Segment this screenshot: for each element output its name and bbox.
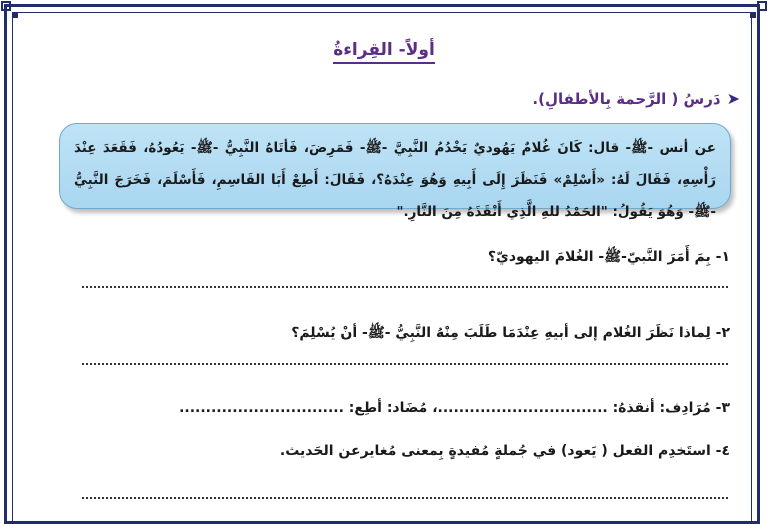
hadith-text-box	[59, 123, 731, 220]
answer-line-4[interactable]	[82, 497, 728, 499]
lesson-heading	[532, 89, 740, 108]
answer-line-1[interactable]	[82, 286, 728, 288]
question-4: ٤- استَخدِم الفعل ( يَعود) في جُملةٍ مُفيدةٍ بِمعنى مُغايرعن الحَديث.	[279, 443, 730, 459]
question-1: ١- بِمَ أَمَرَ النَّبيّ-ﷺ- الغُلامَ اليهوديّ؟	[487, 249, 730, 265]
corner-ornament-icon	[0, 0, 22, 22]
section-title	[0, 40, 768, 60]
section-title-text: أولاً- القِراءةُ	[333, 40, 435, 64]
lesson-title: دَرسُ ( الرَّحمة بِالأطفالِ).	[532, 89, 721, 108]
question-2: ٢- لِماذا نَظَرَ الغُلام إلى أبيهِ عِنْدَمَا طَلَبَ مِنْهُ النَّبِيُّ -ﷺ- أنْ يُسْلِمَ؟	[291, 325, 730, 341]
answer-line-2[interactable]	[82, 363, 728, 365]
arrow-bullet-icon: ➤	[726, 89, 740, 108]
question-3: ٣- مُرَادِف: أنقذهُ: ................................، مُضَاد: أطِع: ...............................	[179, 400, 730, 416]
hadith-text: عن أنس -ﷺ- قال: كَانَ غُلامٌ يَهُوديٌ يَخْدُمُ النَّبِيَّ -ﷺ- فَمَرِضَ، فَأتَاهُ النَّبِيُّ -ﷺ- يَعُودُهُ، فَقَعَدَ عِنْدَ رَأْسِهِ، فَقَالَ لَهُ: «أَسْلِمْ» فَنَظَرَ إِلَى أَبِيهِ وَهُوَ عِنْدَهُ؟، فَقَالَ: أَطِعْ أَبَا القَاسِمِ، فَأَسْلَمَ، فَخَرَجَ النَّبِيُّ -ﷺ- وَهُوَ يَقُولُ: "الحَمْدُ للهِ الَّذِي أَنْقَذَهُ مِنَ النَّارِ."	[74, 140, 716, 220]
corner-ornament-icon	[746, 0, 768, 22]
